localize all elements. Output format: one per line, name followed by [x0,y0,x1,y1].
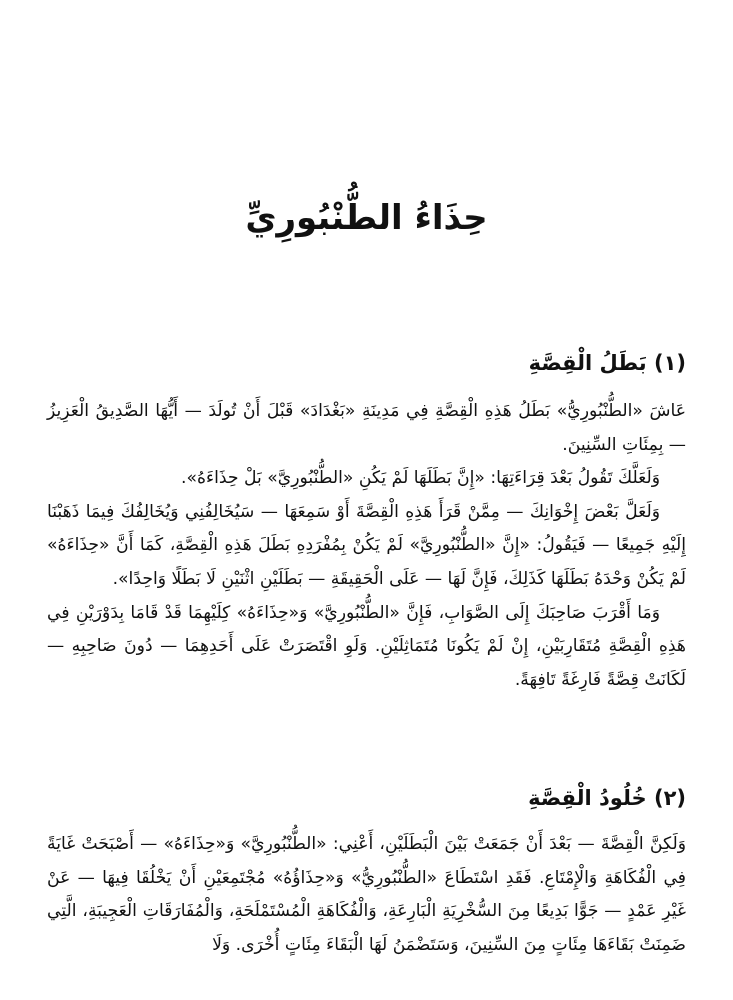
section-1-body [47,395,686,697]
section-heading-2: (٢) خُلُودُ الْقِصَّةِ [528,786,686,810]
chapter-title: حِذَاءُ الطُّنْبُورِيِّ [245,198,488,238]
paragraph: وَلَكِنَّ الْقِصَّةَ — بَعْدَ أَنْ جَمَعَتْ بَيْنَ الْبَطَلَيْنِ، أَعْنِي: «الطُّنْبُورِيَّ» وَ«حِذَاءَهُ» — أَصْبَحَتْ غَايَةً فِي الْفُكَاهَةِ وَالْإِمْتَاعِ. فَقَدِ اسْتَطَاعَ «الطُّنْبُورِيُّ» وَ«حِذَاؤُهُ» مُجْتَمِعَيْنِ أَنْ يَخْلُقَا فِيهَا — عَنْ غَيْرِ عَمْدٍ — جَوًّا بَدِيعًا مِنَ السُّخْرِيَةِ الْبَارِعَةِ، وَالْفُكَاهَةِ الْمُسْتَمْلَحَةِ، وَالْمُفَارَقَاتِ الْعَجِيبَةِ، الَّتِي ضَمِنَتْ بَقَاءَهَا مِئَاتٍ مِنَ السِّنِينَ، وَسَتَضْمَنُ لَهَا الْبَقَاءَ مِئَاتٍ أُخْرَى. وَلَا [47,834,686,955]
paragraph: وَلَعَلَّ بَعْضَ إِخْوَانِكَ — مِمَّنْ قَرَأَ هَذِهِ الْقِصَّةَ أَوْ سَمِعَهَا — سَيُخَالِفُنِي وَيُخَالِفُكَ فِيمَا ذَهَبْنَا إِلَيْهِ جَمِيعًا — فَيَقُولُ: «إِنَّ «الطُّنْبُورِيَّ» لَمْ يَكُنْ بِمُفْرَدِهِ بَطَلَ هَذِهِ الْقِصَّةِ، كَمَا أَنَّ «حِذَاءَهُ» لَمْ يَكُنْ وَحْدَهُ بَطَلَهَا كَذَلِكَ، فَإِنَّ لَهَا — عَلَى الْحَقِيقَةِ — بَطَلَيْنِ اثْنَيْنِ لَا بَطَلًا وَاحِدًا». [47,501,686,589]
section-heading-1: (١) بَطَلُ الْقِصَّةِ [528,351,686,375]
paragraph: عَاشَ «الطُّنْبُورِيُّ» بَطَلُ هَذِهِ الْقِصَّةِ فِي مَدِينَةِ «بَغْدَادَ» قَبْلَ أَنْ تُولَدَ — أَيُّهَا الصَّدِيقُ الْعَزِيزُ — بِمِئَاتِ السِّنِينَ. [47,401,686,455]
paragraph: وَلَعَلَّكَ تَقُولُ بَعْدَ قِرَاءَتِهَا: «إِنَّ بَطَلَهَا لَمْ يَكُنِ «الطُّنْبُورِيَّ» بَلْ حِذَاءَهُ». [181,468,660,489]
paragraph: وَمَا أَقْرَبَ صَاحِبَكَ إِلَى الصَّوَابِ، فَإِنَّ «الطُّنْبُورِيَّ» وَ«حِذَاءَهُ» كِلَيْهِمَا قَدْ قَامَا بِدَوْرَيْنِ فِي هَذِهِ الْقِصَّةِ مُتَقَارِبَيْنِ، إِنْ لَمْ يَكُونَا مُتَمَاثِلَيْنِ. وَلَوِ اقْتَصَرَتْ عَلَى أَحَدِهِمَا — دُونَ صَاحِبِهِ — لَكَانَتْ قِصَّةً فَارِغَةً تَافِهَةً. [47,602,686,690]
section-2-body [47,828,686,962]
